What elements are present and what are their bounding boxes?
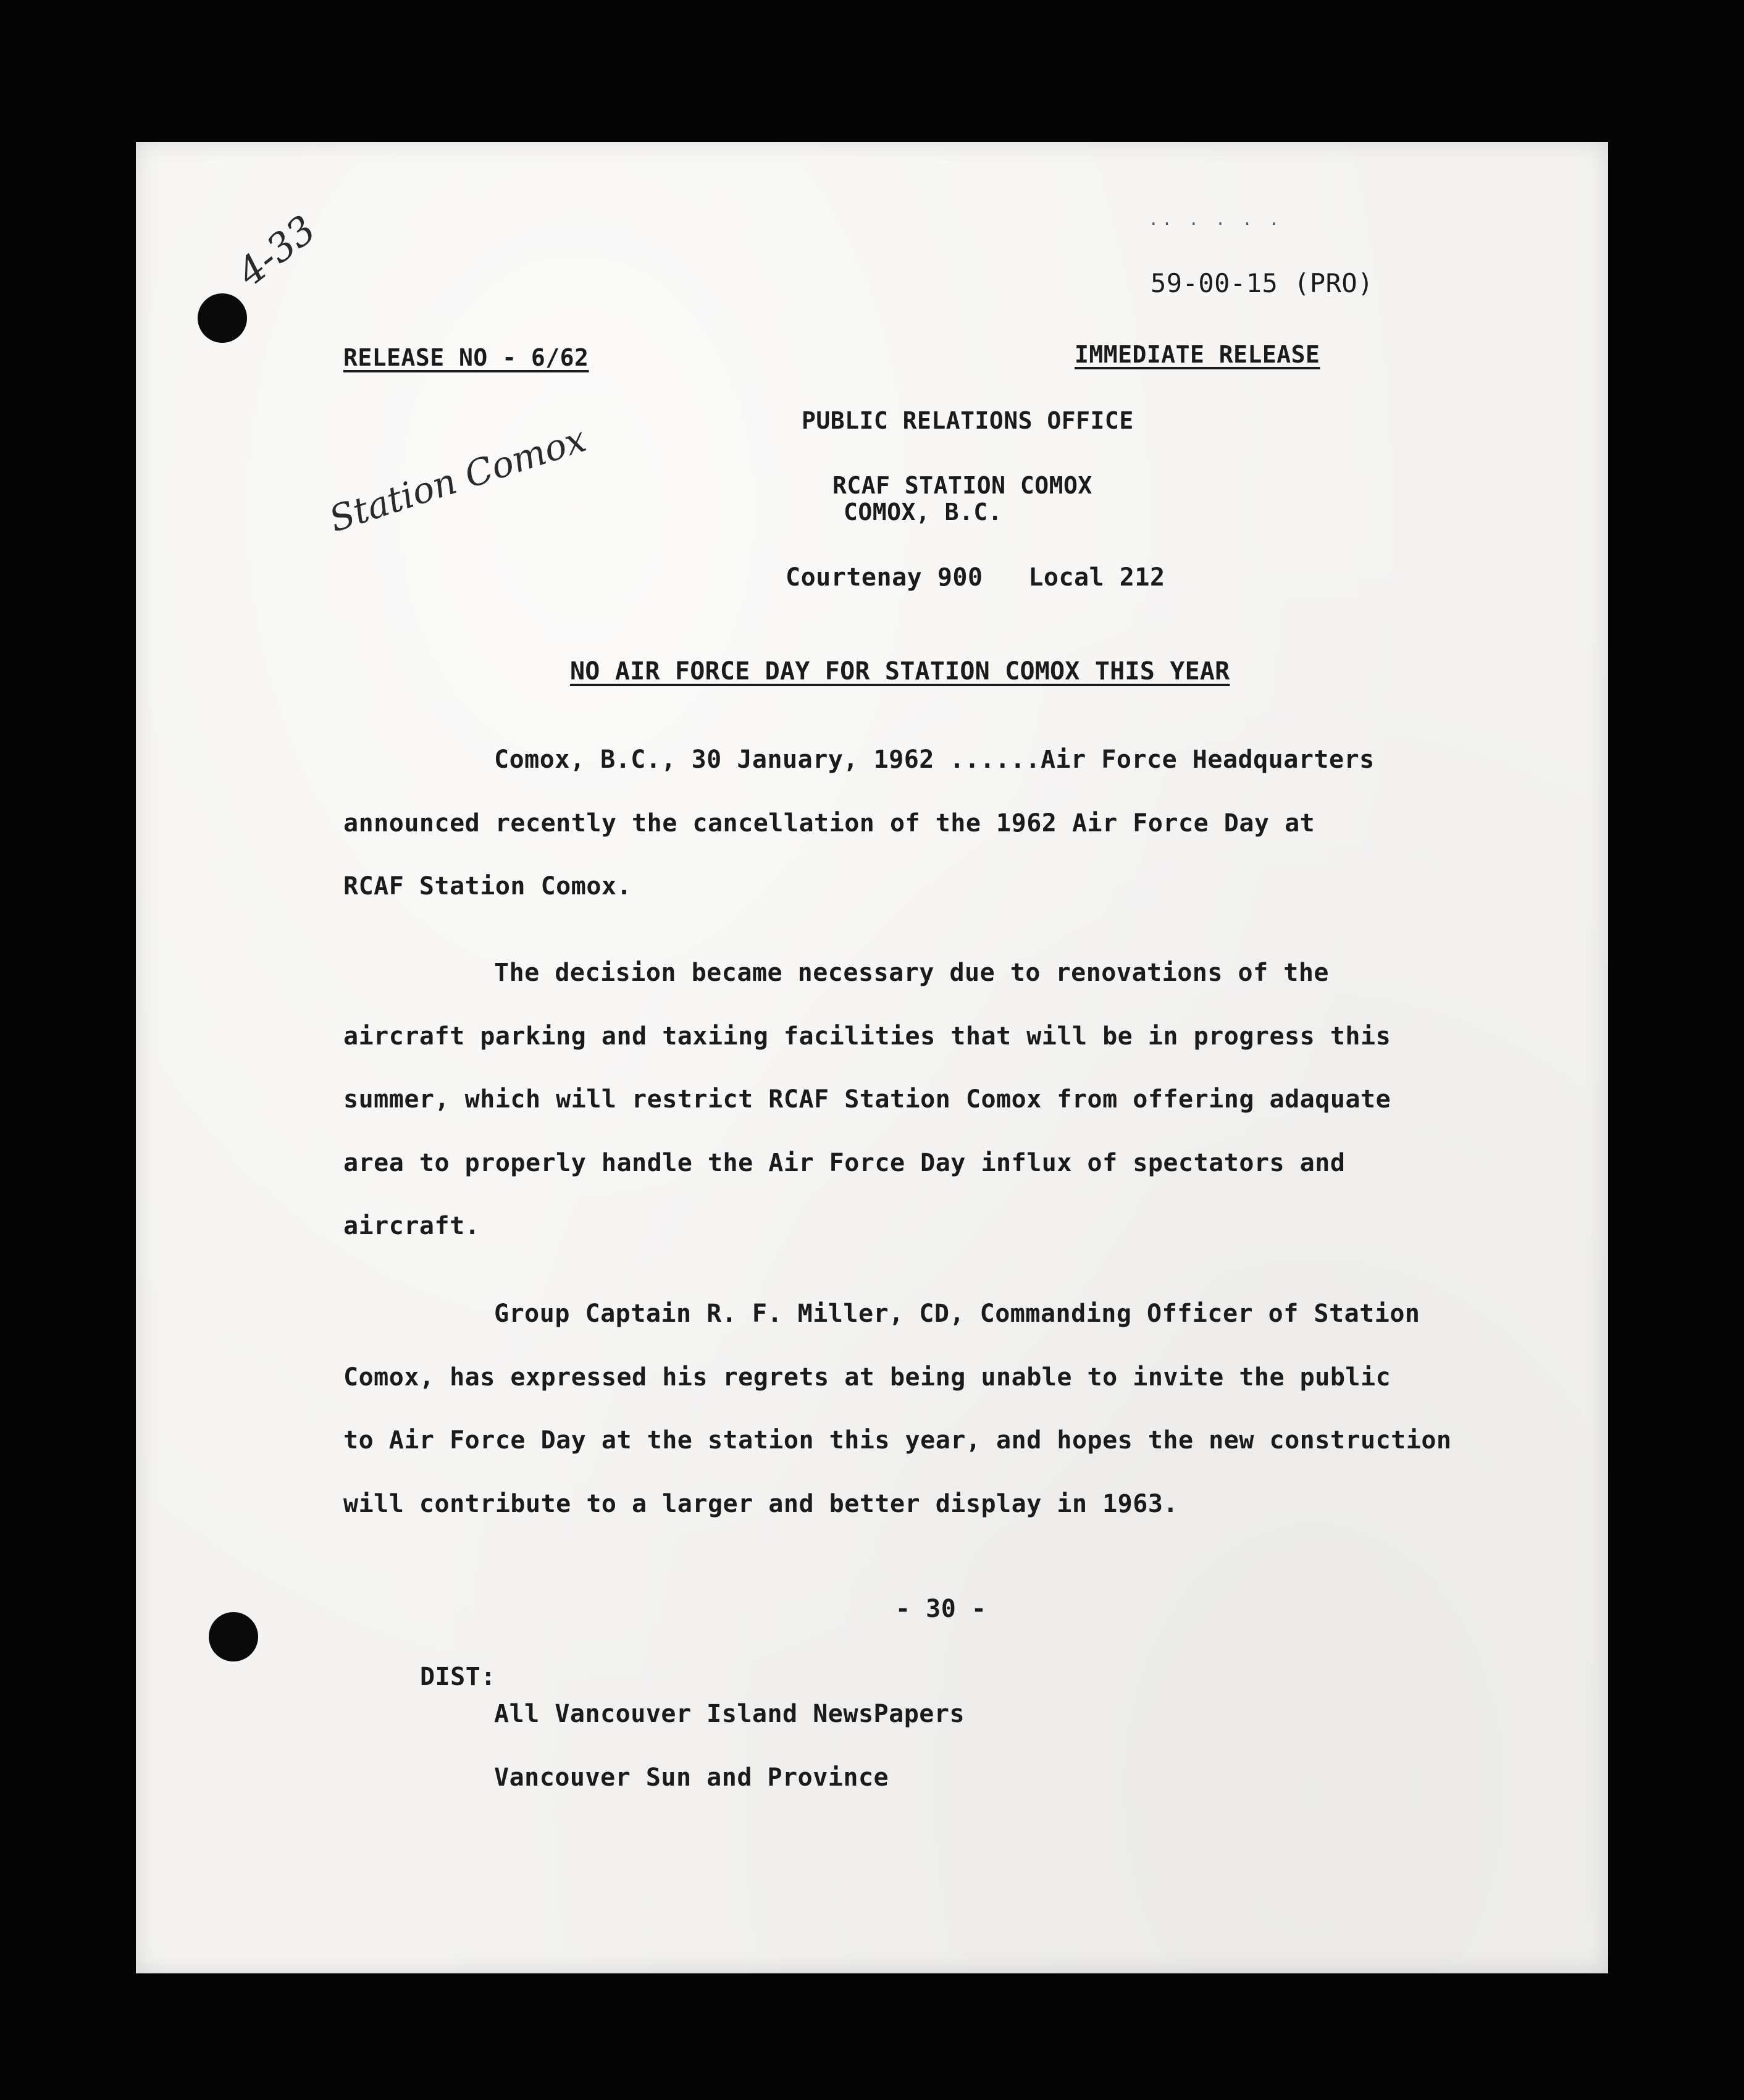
document-page bbox=[136, 142, 1608, 1973]
distribution-label: DIST: bbox=[420, 1663, 496, 1691]
body-line: announced recently the cancellation of the 1962 Air Force Day at bbox=[343, 809, 1315, 838]
body-line: Group Captain R. F. Miller, CD, Commanding Officer of Station bbox=[494, 1300, 1420, 1328]
distribution-recipient: Vancouver Sun and Province bbox=[494, 1763, 889, 1792]
body-line: aircraft parking and taxiing facilities that will be in progress this bbox=[343, 1022, 1391, 1051]
handwritten-corner-mark: 4-33 bbox=[228, 206, 324, 295]
station-phone: Courtenay 900 Local 212 bbox=[786, 563, 1165, 592]
body-line: Comox, B.C., 30 January, 1962 ......Air Force Headquarters bbox=[494, 746, 1375, 774]
smudged-mark: ·· · · · · bbox=[1149, 215, 1283, 233]
station-location: COMOX, B.C. bbox=[844, 498, 1003, 526]
body-line: summer, which will restrict RCAF Station Comox from offering adaquate bbox=[343, 1085, 1391, 1114]
body-line: RCAF Station Comox. bbox=[343, 872, 632, 901]
end-mark: - 30 - bbox=[895, 1595, 987, 1623]
release-type: IMMEDIATE RELEASE bbox=[1075, 341, 1320, 368]
body-line: will contribute to a larger and better display in 1963. bbox=[343, 1490, 1179, 1518]
punch-hole-top bbox=[198, 293, 247, 343]
release-number: RELEASE NO - 6/62 bbox=[343, 344, 589, 371]
body-line: to Air Force Day at the station this year, and hopes the new construction bbox=[343, 1426, 1452, 1455]
body-line: The decision became necessary due to renovations of the bbox=[494, 959, 1330, 987]
distribution-recipient: All Vancouver Island NewsPapers bbox=[494, 1700, 965, 1728]
body-line: aircraft. bbox=[343, 1212, 480, 1240]
station-name: RCAF STATION COMOX bbox=[832, 472, 1092, 499]
office-name: PUBLIC RELATIONS OFFICE bbox=[802, 407, 1134, 434]
body-line: Comox, has expressed his regrets at being unable to invite the public bbox=[343, 1363, 1391, 1392]
punch-hole-bottom bbox=[209, 1612, 258, 1661]
handwritten-station-note: Station Comox bbox=[324, 418, 591, 540]
file-number: 59-00-15 (PRO) bbox=[1151, 268, 1374, 298]
body-line: area to properly handle the Air Force Day influx of spectators and bbox=[343, 1149, 1346, 1177]
headline: NO AIR FORCE DAY FOR STATION COMOX THIS YEAR bbox=[570, 657, 1230, 686]
